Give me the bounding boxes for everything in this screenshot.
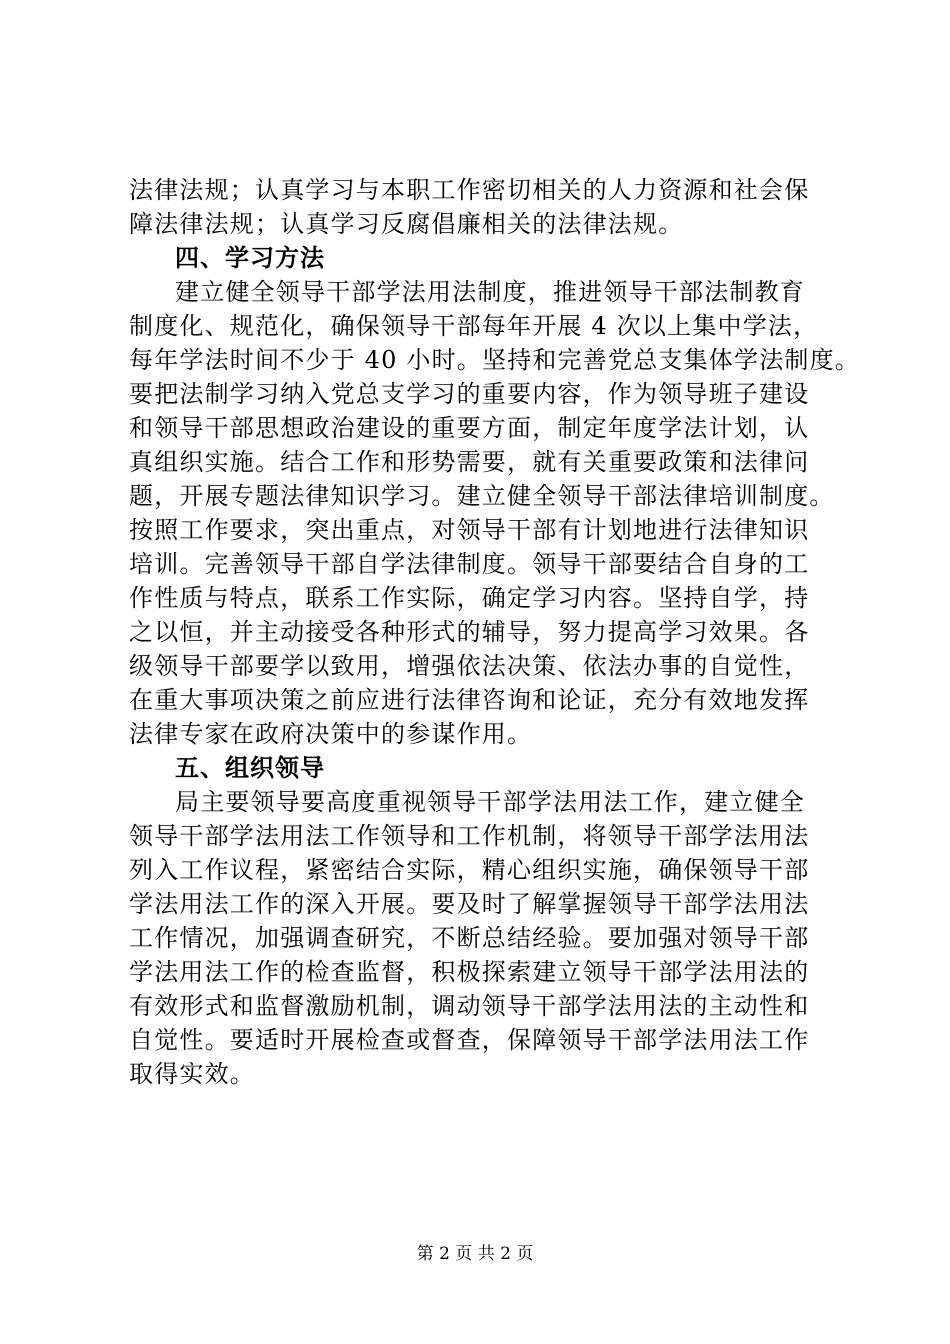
text-line: 法律法规；认真学习与本职工作密切相关的人力资源和社会保: [129, 176, 810, 204]
text-line: 作性质与特点，联系工作实际，确定学习内容。坚持自学，持: [129, 584, 810, 612]
text-line: 培训。完善领导干部自学法律制度。领导干部要结合自身的工: [129, 550, 810, 578]
text-line: 要把法制学习纳入党总支学习的重要内容，作为领导班子建设: [129, 380, 810, 408]
text-line: 列入工作议程，紧密结合实际，精心组织实施，确保领导干部: [129, 856, 810, 884]
text-line: 每年学法时间不少于 40 小时。坚持和完善党总支集体学法制度。: [129, 346, 860, 374]
text-line: 在重大事项决策之前应进行法律咨询和论证，充分有效地发挥: [129, 686, 810, 714]
text-line: 自觉性。要适时开展检查或督查，保障领导干部学法用法工作: [129, 1026, 810, 1054]
text-line: 局主要领导要高度重视领导干部学法用法工作，建立健全: [175, 788, 805, 816]
text-line: 工作情况，加强调查研究，不断总结经验。要加强对领导干部: [129, 924, 810, 952]
text-line: 取得实效。: [129, 1060, 255, 1088]
text-line: 学法用法工作的检查监督，积极探索建立领导干部学法用法的: [129, 958, 810, 986]
section-heading: 五、组织领导: [175, 753, 325, 782]
text-line: 之以恒，并主动接受各种形式的辅导，努力提高学习效果。各: [129, 618, 810, 646]
text-line: 学法用法工作的深入开展。要及时了解掌握领导干部学法用法: [129, 890, 810, 918]
document-body: [129, 173, 860, 1091]
text-line: 领导干部学法用法工作领导和工作机制，将领导干部学法用法: [129, 822, 810, 850]
text-line: 真组织实施。结合工作和形势需要，就有关重要政策和法律问: [129, 448, 810, 476]
text-line: 制度化、规范化，确保领导干部每年开展 4 次以上集中学法，: [129, 312, 819, 340]
text-line: 障法律法规；认真学习反腐倡廉相关的法律法规。: [129, 210, 684, 238]
text-line: 题，开展专题法律知识学习。建立健全领导干部法律培训制度。: [129, 482, 835, 510]
text-line: 级领导干部要学以致用，增强依法决策、依法办事的自觉性，: [129, 652, 810, 680]
section-heading: 四、学习方法: [175, 243, 325, 272]
text-line: 按照工作要求，突出重点，对领导干部有计划地进行法律知识: [129, 516, 810, 544]
page-footer: 第 2 页 共 2 页: [416, 1244, 534, 1264]
text-line: 建立健全领导干部学法用法制度，推进领导干部法制教育: [175, 278, 805, 306]
text-line: 法律专家在政府决策中的参谋作用。: [129, 720, 533, 748]
text-line: 有效形式和监督激励机制，调动领导干部学法用法的主动性和: [129, 992, 810, 1020]
text-line: 和领导干部思想政治建设的重要方面，制定年度学法计划，认: [129, 414, 810, 442]
